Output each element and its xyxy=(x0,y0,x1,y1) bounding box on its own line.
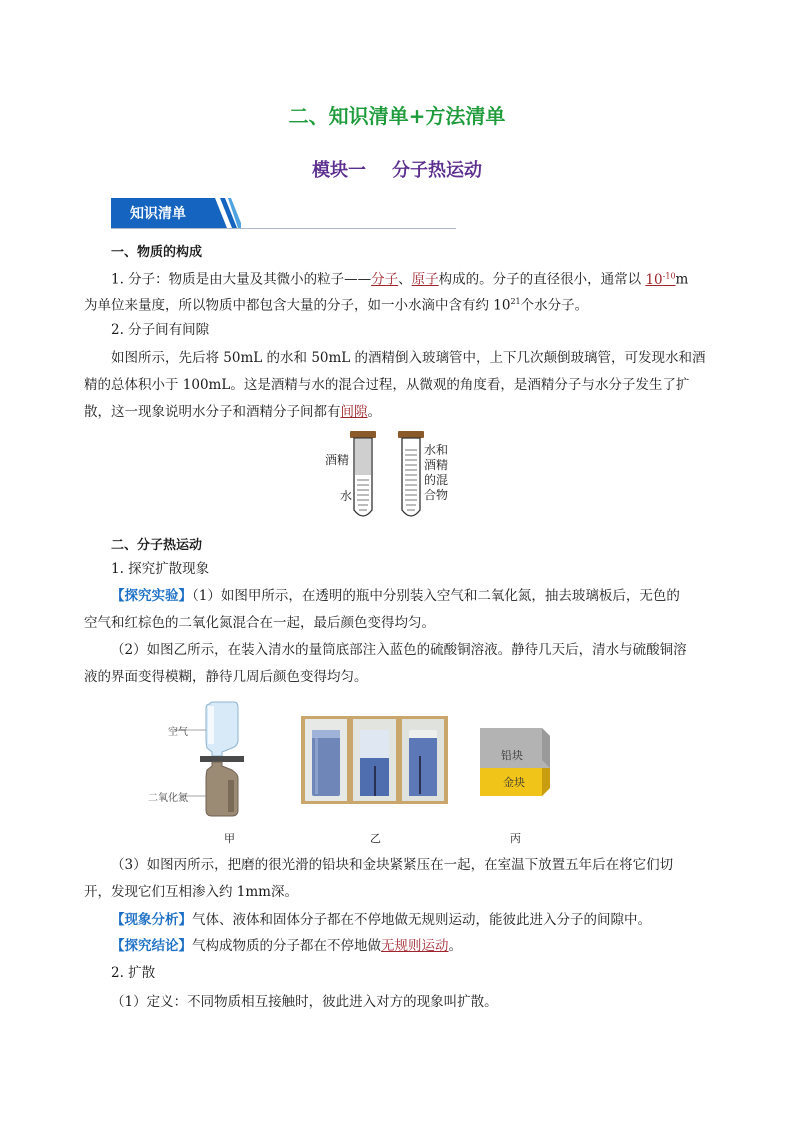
exponent: 21 xyxy=(510,297,521,306)
experiment-line4: 液的界面变得模糊，静待几周后颜色变得均匀。 xyxy=(84,669,368,685)
page-title: 二、知识清单+方法清单 xyxy=(288,104,506,128)
text: 。 xyxy=(367,404,381,420)
caption-b: 乙 xyxy=(370,832,381,845)
label-gold: 金块 xyxy=(503,776,525,789)
text: 1. 分子：物质是由大量及其微小的粒子—— xyxy=(111,271,372,288)
banner-label: 知识清单 xyxy=(130,206,186,222)
paragraph-molecule-line1 xyxy=(111,266,688,290)
text: 气构成物质的分子都在不停地做 xyxy=(192,938,381,954)
text: 。 xyxy=(448,938,462,954)
label-mixture xyxy=(424,443,448,503)
section-heading-1: 一、物质的构成 xyxy=(111,245,203,260)
experiment-line1 xyxy=(111,586,680,606)
module-name: 分子热运动 xyxy=(392,160,482,181)
subheading-diffusion: 2. 扩散 xyxy=(111,965,156,981)
text: 为单位来量度，所以物质中都包含大量的分子，如一小水滴中含有约 10 xyxy=(84,297,511,314)
figure-b-cylinders xyxy=(301,716,448,804)
caption-a: 甲 xyxy=(224,832,235,845)
label-air: 空气 xyxy=(168,727,188,738)
keyword-atom: 原子 xyxy=(411,271,439,288)
paragraph-gap-line1: 如图所示，先后将 50mL 的水和 50mL 的酒精倒入玻璃管中，上下几次颠倒玻璃管，可发现水和酒 xyxy=(111,350,706,366)
section-heading-2: 二、分子热运动 xyxy=(111,538,203,553)
diffusion-definition: （1）定义：不同物质相互接触时，彼此进入对方的现象叫扩散。 xyxy=(111,994,498,1010)
text: 、 xyxy=(398,271,412,288)
figure-b-photo xyxy=(301,716,448,804)
text: 个水分子。 xyxy=(520,297,589,314)
unit-exponent: -10 xyxy=(662,271,676,280)
analysis-line xyxy=(111,910,651,930)
figure-a-bottles xyxy=(150,700,260,825)
paragraph-gap-line2: 精的总体积小于 100mL。这是酒精与水的混合过程，从微观的角度看，是酒精分子与水分子发生了扩 xyxy=(84,377,690,393)
keyword-random-motion: 无规则运动 xyxy=(381,938,449,954)
keyword-molecule: 分子 xyxy=(371,271,399,288)
label-no2: 二氧化氮 xyxy=(148,793,188,804)
experiment3-line1: （3）如图丙所示，把磨的很光滑的铅块和金块紧紧压在一起，在室温下放置五年后在将它们切 xyxy=(111,857,674,873)
text: 构成的。分子的直径很小，通常以 xyxy=(438,271,646,288)
keyword-gap: 间隙 xyxy=(340,404,368,420)
paragraph-gap-line3 xyxy=(84,402,381,422)
mix-line: 酒精 xyxy=(424,458,449,472)
tag-experiment: 【探究实验】 xyxy=(111,588,192,604)
module-title xyxy=(0,156,794,182)
mix-line: 水和 xyxy=(424,443,449,457)
tag-analysis: 【现象分析】 xyxy=(111,912,192,928)
text: 散，这一现象说明水分子和酒精分子间都有 xyxy=(84,404,341,420)
keyword-unit xyxy=(645,272,675,288)
caption-c: 丙 xyxy=(510,832,521,845)
text: （1）如图甲所示，在透明的瓶中分别装入空气和二氧化氮，抽去玻璃板后，无色的 xyxy=(192,588,680,604)
subheading-gap: 2. 分子间有间隙 xyxy=(111,322,210,338)
module-label: 模块一 xyxy=(312,160,366,181)
label-water: 水 xyxy=(340,489,353,503)
label-lead: 铅块 xyxy=(501,749,523,762)
text: 气体、液体和固体分子都在不停地做无规则运动，能彼此进入分子的间隙中。 xyxy=(192,912,651,928)
experiment-line2: 空气和红棕色的二氧化氮混合在一起，最后颜色变得均匀。 xyxy=(84,615,435,631)
text: m xyxy=(675,271,689,288)
mix-line: 的混 xyxy=(424,473,449,487)
label-alcohol: 酒精 xyxy=(325,453,350,467)
experiment-line3: （2）如图乙所示，在装入清水的量筒底部注入蓝色的硫酸铜溶液。静待几天后，清水与硫酸铜溶 xyxy=(111,642,687,658)
paragraph-molecule-line2 xyxy=(84,292,588,316)
mix-line: 合物 xyxy=(424,488,449,502)
banner-divider xyxy=(111,228,456,229)
subheading-diffusion-experiment: 1. 探究扩散现象 xyxy=(111,561,210,577)
tag-conclusion: 【探究结论】 xyxy=(111,938,192,954)
conclusion-line xyxy=(111,936,462,956)
unit-base: 10 xyxy=(645,271,663,288)
experiment3-line2: 开，发现它们互相渗入约 1mm深。 xyxy=(84,884,298,900)
